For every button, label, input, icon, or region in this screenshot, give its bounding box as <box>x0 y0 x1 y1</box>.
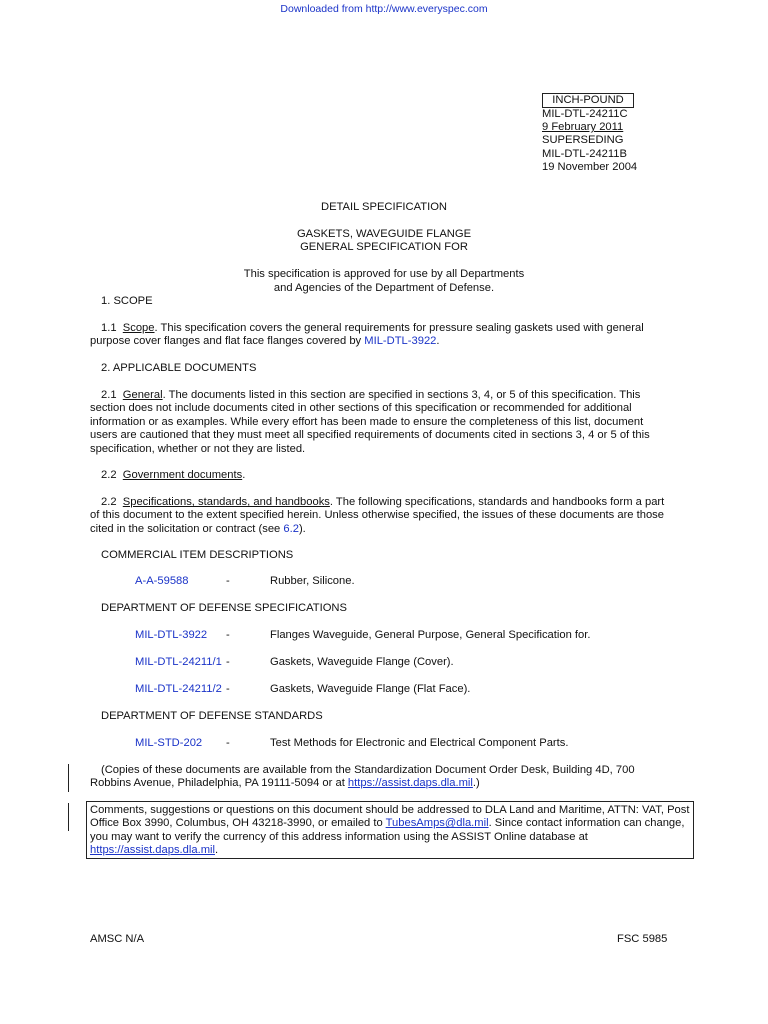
reference-dash: - <box>226 683 230 695</box>
assist-link[interactable]: https://assist.daps.dla.mil <box>347 777 473 790</box>
doc-date: 9 February 2011 <box>542 121 624 133</box>
inch-pound-label: INCH-POUND <box>552 94 624 106</box>
specifications-paragraph <box>90 496 670 536</box>
change-bar <box>68 803 69 831</box>
comments-end: . <box>214 844 219 857</box>
government-documents-title: Government documents <box>122 469 243 481</box>
scope-title: Scope <box>122 322 155 334</box>
reference-description: Gaskets, Waveguide Flange (Flat Face). <box>270 683 471 695</box>
dod-specifications-heading: DEPARTMENT OF DEFENSE SPECIFICATIONS <box>101 602 347 614</box>
reference-description: Rubber, Silicone. <box>270 575 355 587</box>
reference-id-link[interactable]: MIL-DTL-3922 <box>135 629 208 641</box>
specifications-end: ). <box>298 522 306 535</box>
reference-dash: - <box>226 656 230 668</box>
spec-title-line2: GENERAL SPECIFICATION FOR <box>300 241 468 253</box>
approval-line1: This specification is approved for use by all Departments <box>243 268 525 280</box>
reference-dash: - <box>226 737 230 749</box>
comments-text-part2: . Since contact information can change, you may want to verify the currency of this address information using the ASSIST Online database at <box>90 817 685 843</box>
general-text: . The documents listed in this section are specified in sections 3, 4, or 5 of this specification. This section does not include documents cited in other sections of this specification or recommended for additional information or as examples. While every effort has been made to ensure the completeness of this list, document users are cautioned that they must meet all specified requirements of documents cited in sections 3, 4 or 5 of this specification, whether or not they are listed. <box>90 389 650 455</box>
section-number: 1.1 <box>101 322 117 334</box>
reference-id-link[interactable]: MIL-STD-202 <box>135 737 203 749</box>
spec-title-line1: GASKETS, WAVEGUIDE FLANGE <box>296 228 472 240</box>
dod-standards-heading: DEPARTMENT OF DEFENSE STANDARDS <box>101 710 323 722</box>
email-link[interactable]: TubesAmps@dla.mil <box>385 817 489 830</box>
scope-heading: 1. SCOPE <box>101 295 153 307</box>
general-paragraph <box>90 389 670 456</box>
section-number: 2.2 <box>101 469 117 481</box>
government-documents-end: . <box>242 469 246 481</box>
mil-dtl-3922-link[interactable]: MIL-DTL-3922 <box>364 335 437 348</box>
amsc-label: AMSC N/A <box>90 933 145 945</box>
comments-text <box>90 804 690 858</box>
copies-note-end: .) <box>472 777 480 790</box>
reference-description: Gaskets, Waveguide Flange (Cover). <box>270 656 454 668</box>
applicable-documents-heading: 2. APPLICABLE DOCUMENTS <box>101 362 257 374</box>
comments-box <box>86 801 694 859</box>
reference-description: Test Methods for Electronic and Electrical Component Parts. <box>270 737 569 749</box>
approval-line2: and Agencies of the Department of Defense. <box>273 282 495 294</box>
reference-id-link[interactable]: MIL-DTL-24211/1 <box>135 656 222 668</box>
reference-dash: - <box>226 575 230 587</box>
section-number: 2.1 <box>101 389 117 401</box>
reference-description: Flanges Waveguide, General Purpose, General Specification for. <box>270 629 591 641</box>
specifications-text: . The following specifications, standards and handbooks form a part of this document to the extent specified herein. Unless otherwise specified, the issues of these documents are those cited in the solicitation or contract (see <box>90 496 665 535</box>
scope-text: . This specification covers the general requirements for pressure sealing gaskets used with general purpose cover flanges and flat face flanges covered by <box>90 322 644 348</box>
spec-type-title: DETAIL SPECIFICATION <box>321 201 447 213</box>
change-bar <box>68 764 69 792</box>
general-title: General <box>122 389 163 401</box>
reference-id-link[interactable]: A-A-59588 <box>135 575 189 587</box>
assist-online-link[interactable]: https://assist.daps.dla.mil <box>90 844 215 857</box>
inch-pound-box <box>542 93 634 108</box>
section-number: 2.2 <box>101 496 117 508</box>
section-6-2-link[interactable]: 6.2 <box>283 522 299 535</box>
comments-text-part1: Comments, suggestions or questions on this document should be addressed to DLA Land and Maritime, ATTN: VAT, Post Office Box 3990, Columbus, OH 43218-3990, or emailed to <box>90 804 690 830</box>
previous-doc-number: MIL-DTL-24211B <box>542 148 627 160</box>
copies-note <box>90 764 670 791</box>
specifications-title: Specifications, standards, and handbooks <box>122 496 330 508</box>
scope-paragraph <box>90 322 670 349</box>
copies-note-text: (Copies of these documents are available from the Standardization Document Order Desk, Building 4D, 700 Robbins Avenue, Philadelphia, PA 19111-5094 or at <box>90 764 635 790</box>
commercial-item-heading: COMMERCIAL ITEM DESCRIPTIONS <box>101 549 294 561</box>
reference-dash: - <box>226 629 230 641</box>
reference-id-link[interactable]: MIL-DTL-24211/2 <box>135 683 222 695</box>
previous-doc-date: 19 November 2004 <box>542 161 638 173</box>
downloaded-from-banner[interactable]: Downloaded from http://www.everyspec.com <box>280 3 488 15</box>
government-documents-paragraph <box>101 469 245 482</box>
fsc-label: FSC 5985 <box>617 933 668 945</box>
scope-end: . <box>436 335 440 348</box>
superseding-label: SUPERSEDING <box>542 134 624 146</box>
doc-number: MIL-DTL-24211C <box>542 108 628 120</box>
